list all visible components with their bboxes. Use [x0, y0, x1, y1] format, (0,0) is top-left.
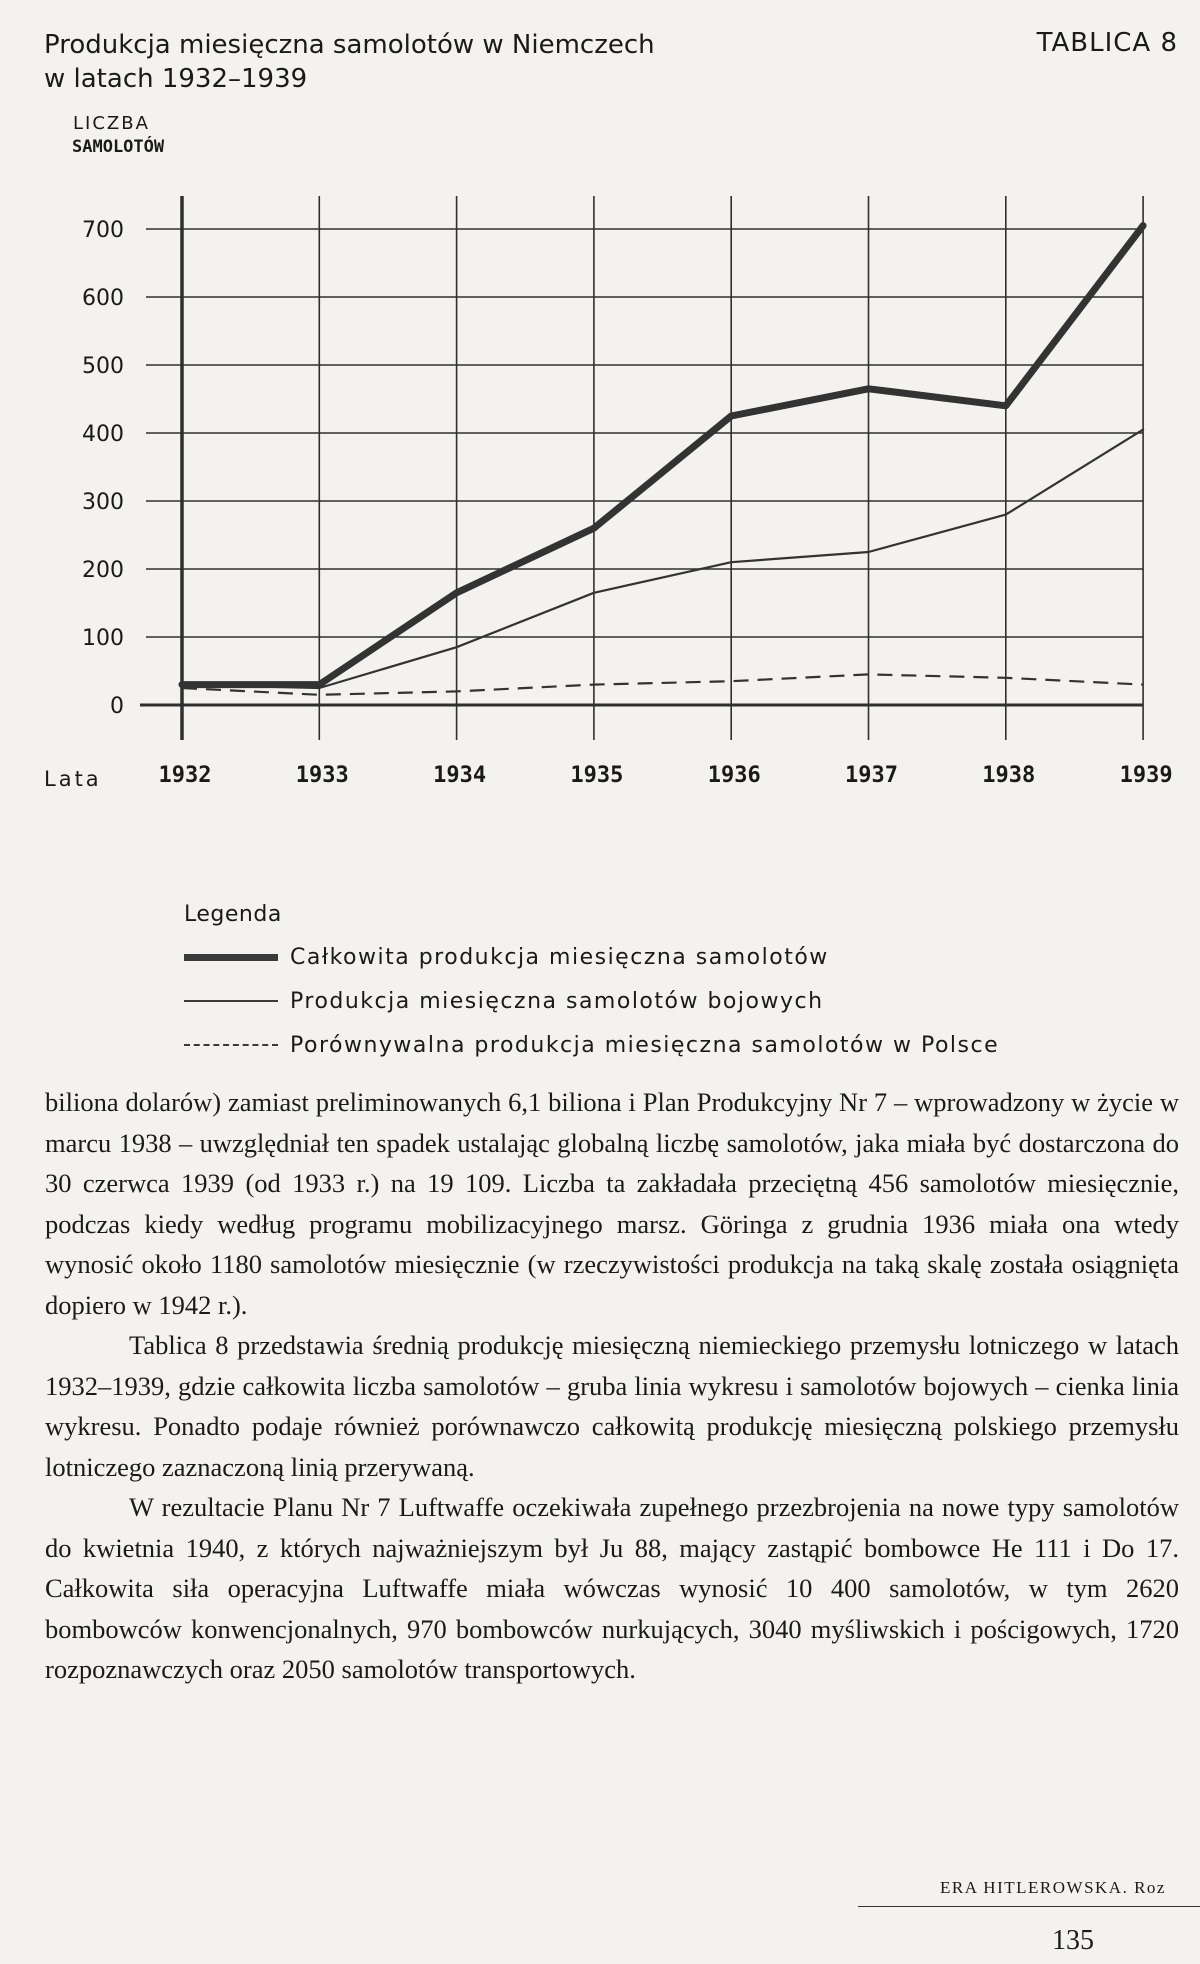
- x-tick-label-1935: 1935: [570, 763, 624, 788]
- body-text: [45, 1082, 1179, 1690]
- legend-item-combat: [184, 979, 999, 1023]
- x-tick-label-1938: 1938: [982, 763, 1036, 788]
- legend-label-total: Całkowita produkcja miesięczna samolotów: [290, 944, 829, 970]
- x-axis-label: Lata: [44, 767, 102, 791]
- y-tick-label-500: 500: [82, 354, 124, 379]
- y-tick-label-600: 600: [82, 286, 124, 311]
- running-title: ERA HITLEROWSKA. Roz: [940, 1878, 1166, 1897]
- paragraph-2: Tablica 8 przedstawia średnią produkcję miesięczną niemieckiego przemysłu lotniczego w latach 1932–1939, gdzie całkowita liczba samolotów – gruba linia wykresu i samolotów bojowych – cienka linia wykresu. Ponadto podaje również porównawczo całkowitą produkcję miesięczną polskiego przemysłu lotniczego zaznaczoną linią przerywaną.: [45, 1330, 1179, 1482]
- line-chart: [0, 0, 1200, 880]
- page-number: 135: [1052, 1925, 1094, 1956]
- paragraph-1: biliona dolarów) zamiast preliminowanych 6,1 biliona i Plan Produkcyjny Nr 7 – wprowadzony w życie w marcu 1938 – uwzględniał ten spadek ustalając globalną liczbę samolotów, jaka miała być dostarczona do 30 czerwca 1939 (od 1933 r.) na 19 109. Liczba ta zakładała przeciętną 456 samolotów miesięcznie, podczas kiedy według programu mobilizacyjnego marsz. Göringa z grudnia 1936 miała ona wtedy wynosić około 1180 samolotów miesięcznie (w rzeczywistości produkcja na taką skalę została osiągnięta dopiero w 1942 r.).: [45, 1087, 1179, 1320]
- table-label: TABLICA 8: [1036, 28, 1178, 58]
- title-line-1: Produkcja miesięczna samolotów w Niemczech: [44, 30, 655, 60]
- legend-swatch-thin: [184, 1000, 278, 1002]
- legend-item-poland: [184, 1023, 999, 1067]
- legend-title: Legenda: [184, 902, 282, 927]
- paragraph-3: W rezultacie Planu Nr 7 Luftwaffe oczekiwała zupełnego przezbrojenia na nowe typy samolotów do kwietnia 1940, z których najważniejszym był Ju 88, mający zastąpić bombowce He 111 i Do 17. Całkowita siła operacyjna Luftwaffe miała wówczas wynosić 10 400 samolotów, w tym 2620 bombowców konwencjonalnych, 970 bombowców nurkujących, 3040 myśliwskich i pościgowych, 1720 rozpoznawczych oraz 2050 samolotów transportowych.: [45, 1492, 1179, 1684]
- legend-swatch-dashed: [184, 1044, 278, 1046]
- series-line-total: [182, 226, 1143, 685]
- legend: [184, 902, 999, 1067]
- title-line-2: w latach 1932–1939: [44, 64, 308, 94]
- y-tick-label-300: 300: [82, 490, 124, 515]
- x-tick-label-1934: 1934: [433, 763, 487, 788]
- y-tick-label-0: 0: [110, 694, 124, 719]
- x-tick-label-1932: 1932: [158, 763, 212, 788]
- y-tick-label-400: 400: [82, 422, 124, 447]
- footer-divider: [858, 1906, 1200, 1907]
- legend-label-combat: Produkcja miesięczna samolotów bojowych: [290, 988, 824, 1014]
- x-tick-label-1937: 1937: [845, 763, 898, 788]
- y-tick-label-700: 700: [82, 218, 124, 243]
- x-tick-label-1933: 1933: [295, 763, 349, 788]
- x-tick-label-1936: 1936: [707, 763, 761, 788]
- legend-item-total: [184, 935, 999, 979]
- x-tick-label-1939: 1939: [1119, 763, 1173, 788]
- y-tick-label-200: 200: [82, 558, 124, 583]
- legend-label-poland: Porównywalna produkcja miesięczna samolotów w Polsce: [290, 1032, 1000, 1058]
- y-tick-label-100: 100: [82, 626, 124, 651]
- legend-swatch-thick: [184, 954, 278, 961]
- y-axis-label-line-1: LICZBA: [73, 113, 150, 134]
- y-axis-label-line-2: SAMOLOTÓW: [72, 137, 165, 157]
